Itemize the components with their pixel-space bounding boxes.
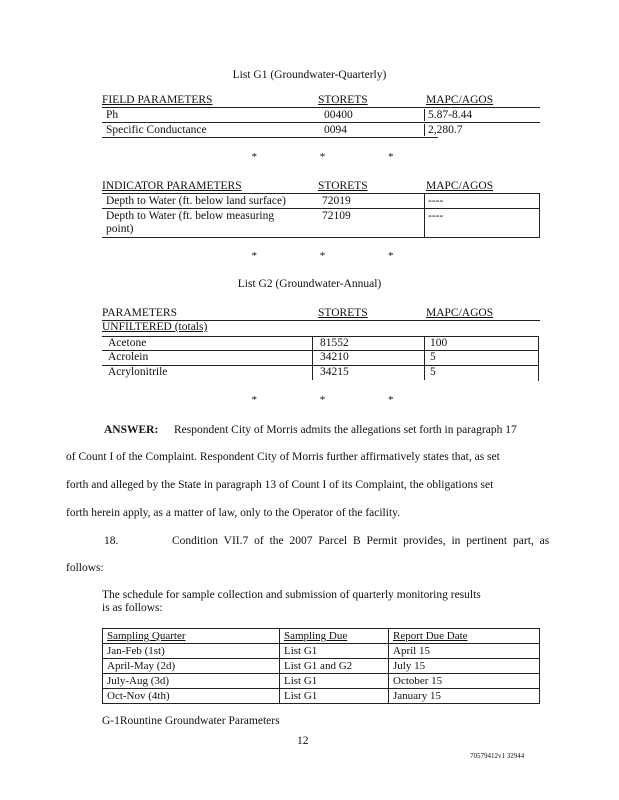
schedule-report: July 15 [389, 659, 540, 674]
indicator-mapc: ---- [428, 210, 444, 222]
table-header-row [103, 629, 540, 644]
schedule-header-col2: Sampling Due [280, 629, 389, 644]
field-storet: 00400 [324, 109, 353, 121]
schedule-report: April 15 [389, 644, 540, 659]
field-header-row [102, 94, 540, 108]
answer-line-2: of Count I of the Complaint. Respondent City of Morris further affirmatively states that, as set [66, 451, 500, 463]
g2-header-row [102, 307, 540, 321]
answer-label: ANSWER: [104, 424, 159, 436]
table-row [103, 644, 540, 659]
schedule-intro-1: The schedule for sample collection and submission of quarterly monitoring results [102, 589, 481, 601]
field-header-rule [102, 107, 540, 108]
g2-param: Acrolein [108, 351, 149, 363]
table-row [102, 124, 540, 138]
schedule-quarter: July-Aug (3d) [103, 674, 280, 689]
doc-id: 70579412v1 32944 [470, 752, 525, 760]
field-row-rule [102, 137, 438, 138]
field-row-rule [102, 122, 540, 123]
table-row [103, 659, 540, 674]
field-param: Specific Conductance [106, 124, 207, 136]
schedule-quarter: Jan-Feb (1st) [103, 644, 280, 659]
table-row-continued [102, 223, 540, 237]
answer-line-3: forth and alleged by the State in paragraph 13 of Count I of its Complaint, the obligations set [66, 479, 494, 491]
schedule-quarter: Oct-Nov (4th) [103, 689, 280, 704]
list-g1-title: List G1 (Groundwater-Quarterly) [232, 69, 387, 81]
schedule-due: List G1 [280, 674, 389, 689]
schedule-due: List G1 and G2 [280, 659, 389, 674]
field-storet: 0094 [324, 124, 347, 136]
schedule-report: October 15 [389, 674, 540, 689]
g2-storet: 34210 [320, 351, 349, 363]
g2-header-col3: MAPC/AGOS [426, 307, 494, 319]
indicator-param-cont: point) [106, 223, 134, 235]
indicator-storet: 72109 [322, 210, 351, 222]
table-row [102, 195, 540, 209]
indicator-header-col1: INDICATOR PARAMETERS [102, 180, 242, 192]
indicator-header-row [102, 180, 540, 194]
field-header-col1: FIELD PARAMETERS [102, 94, 213, 106]
para18-number: 18. [104, 535, 119, 547]
g2-storet: 81552 [320, 337, 349, 349]
schedule-due: List G1 [280, 644, 389, 659]
schedule-table [102, 628, 540, 704]
g2-mapc: 100 [430, 337, 448, 349]
field-mapc: 5.87-8.44 [424, 109, 472, 121]
g2-subheader: UNFILTERED (totals) [102, 321, 208, 333]
table-row [102, 366, 540, 380]
g2-subheader-row [102, 321, 540, 335]
g2-storet: 34215 [320, 366, 349, 378]
schedule-quarter: April-May (2d) [103, 659, 280, 674]
field-mapc: 2,280.7 [424, 124, 463, 136]
schedule-intro-2: is as follows: [102, 602, 163, 614]
schedule-footer: G-1Rountine Groundwater Parameters [102, 715, 280, 727]
field-param: Ph [106, 109, 119, 121]
field-header-col3: MAPC/AGOS [426, 94, 494, 106]
table-row [103, 674, 540, 689]
indicator-param: Depth to Water (ft. below measuring [106, 210, 275, 222]
page-number: 12 [297, 735, 309, 747]
g2-header-col2: STORETS [318, 307, 368, 319]
schedule-report: January 15 [389, 689, 540, 704]
list-g2-title: List G2 (Groundwater-Annual) [237, 278, 382, 290]
g2-mapc: 5 [430, 366, 436, 378]
indicator-mapc: ---- [428, 195, 444, 207]
indicator-header-col3: MAPC/AGOS [426, 180, 494, 192]
answer-text: Respondent City of Morris admits the allegations set forth in paragraph 17 [174, 424, 517, 436]
field-header-col2: STORETS [318, 94, 368, 106]
table-row [103, 689, 540, 704]
g2-param: Acetone [108, 337, 147, 349]
section-separator: * * * [251, 151, 424, 163]
indicator-param: Depth to Water (ft. below land surface) [106, 195, 286, 207]
g2-mapc: 5 [430, 351, 436, 363]
table-row [102, 109, 540, 123]
indicator-storet: 72019 [322, 195, 351, 207]
schedule-header-col3: Report Due Date [389, 629, 540, 644]
para18-text: Condition VII.7 of the 2007 Parcel B Permit provides, in pertinent part, as [172, 535, 550, 547]
section-separator: * * * [251, 394, 424, 406]
schedule-header-col1: Sampling Quarter [103, 629, 280, 644]
table-row [102, 351, 540, 365]
g2-header-col1: PARAMETERS [102, 307, 177, 319]
schedule-due: List G1 [280, 689, 389, 704]
table-row [102, 210, 540, 224]
answer-line-4: forth herein apply, as a matter of law, only to the Operator of the facility. [66, 507, 401, 519]
para18-line-2: follows: [66, 562, 104, 574]
indicator-header-col2: STORETS [318, 180, 368, 192]
table-row [102, 337, 540, 351]
g2-param: Acrylonitrile [108, 366, 168, 378]
section-separator: * * * [251, 250, 424, 262]
